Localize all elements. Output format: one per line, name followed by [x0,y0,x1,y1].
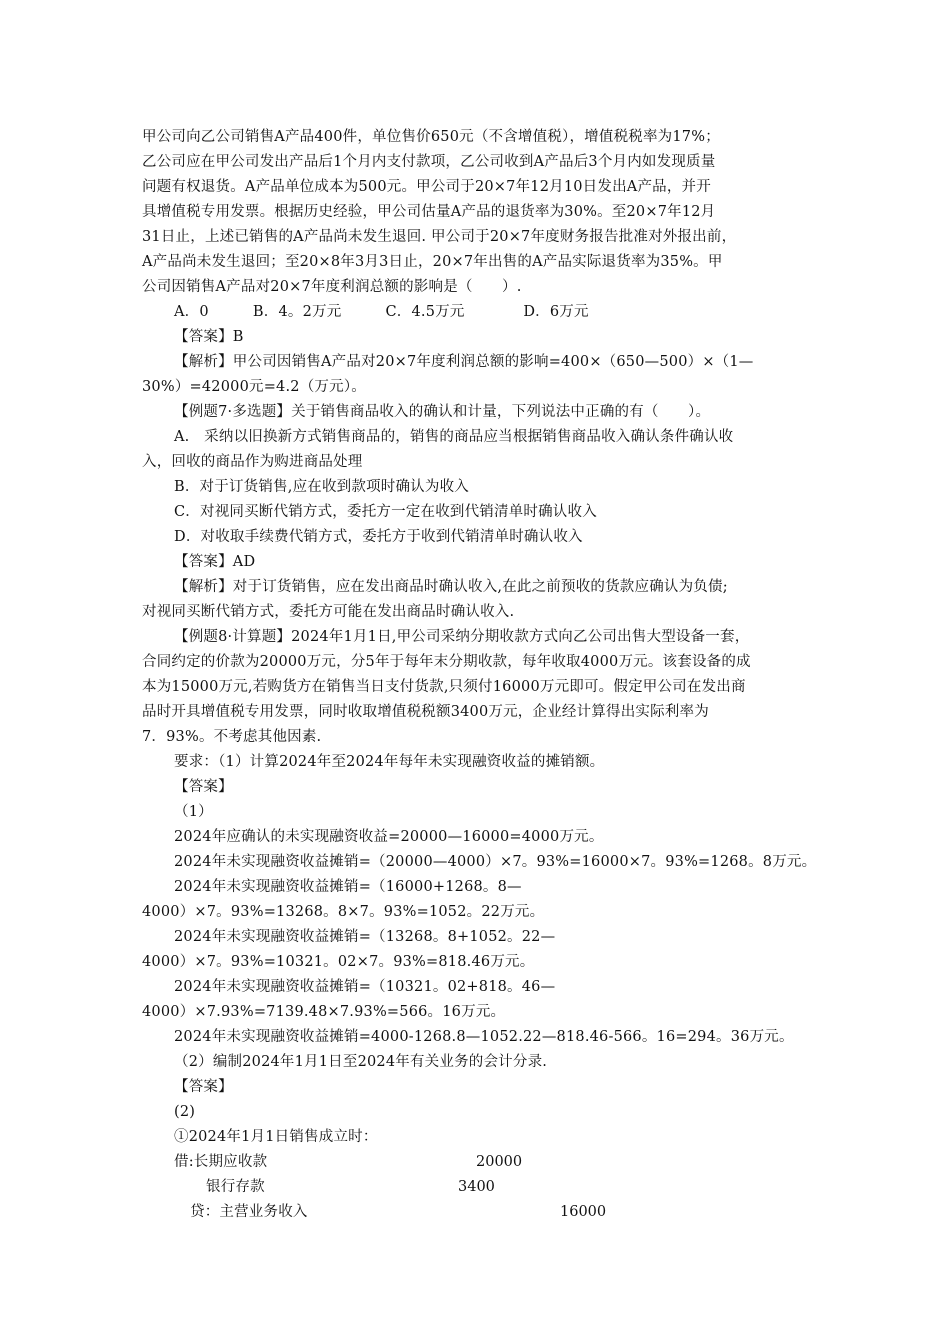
problem-text-line: 7．93%。不考虑其他因素. [142,729,322,745]
requirement-line: （2）编制2024年1月1日至2024年有关业务的会计分录. [174,1054,548,1070]
option-line: B．对于订货销售,应在收到款项时确认为收入 [174,479,469,495]
answer-options: A．0 B．4。2万元 C．4.5万元 D．6万元 [174,304,589,320]
analysis-text-line: 【解析】甲公司因销售A产品对20×7年度利润总额的影响=400×（650—500）×（1— [174,354,754,370]
problem-text-line: 本为15000万元,若购货方在销售当日支付货款,只须付16000万元即可。假定甲公司在发出商 [142,679,746,695]
option-line: C．对视同买断代销方式，委托方一定在收到代销清单时确认收入 [174,504,597,520]
calculation-line: 2024年未实现融资收益摊销=（13268。8+1052。22— [174,929,556,945]
answer-label: 【答案】B [174,329,244,345]
calculation-line: 2024年未实现融资收益摊销=（10321。02+818。46— [174,979,556,995]
option-line: 入，回收的商品作为购进商品处理 [142,454,363,470]
problem-text-line: 乙公司应在甲公司发出产品后1个月内支付款项，乙公司收到A产品后3个月内如发现质量 [142,154,716,170]
problem-text-line: 公司因销售A产品对20×7年度利润总额的影响是（ ）. [142,279,522,295]
calculation-line: 2024年未实现融资收益摊销=（20000—4000）×7。93%=16000×7。93%=1268。8万元。 [174,854,817,870]
journal-credit-amount: 16000 [560,1204,607,1220]
calculation-line: 2024年应确认的未实现融资收益=20000—16000=4000万元。 [174,829,604,845]
answer-label: 【答案】AD [174,554,256,570]
calculation-line: 4000）×7。93%=10321。02×7。93%=818.46万元。 [142,954,535,970]
analysis-text-line: 【解析】对于订货销售，应在发出商品时确认收入,在此之前预收的货款应确认为负债; [174,579,728,595]
problem-text-line: 合同约定的价款为20000万元，分5年于每年末分期收款，每年收取4000万元。该套设备的成 [142,654,751,670]
calculation-line: 2024年未实现融资收益摊销=（16000+1268。8— [174,879,522,895]
answer-label: 【答案】 [174,779,233,795]
problem-text-line: 问题有权退货。A产品单位成本为500元。甲公司于20×7年12月10日发出A产品，并开 [142,179,711,195]
journal-debit-amount: 3400 [458,1179,495,1195]
answer-part-label: (2) [174,1104,196,1120]
journal-debit-amount: 20000 [476,1154,523,1170]
problem-text-line: A产品尚未发生退回；至20×8年3月3日止，20×7年出售的A产品实际退货率为35%。甲 [142,254,723,270]
requirement-line: 要求：（1）计算2024年至2024年每年未实现融资收益的摊销额。 [174,754,605,770]
calculation-line: 4000）×7.93%=7139.48×7.93%=566。16万元。 [142,1004,506,1020]
problem-text-line: 甲公司向乙公司销售A产品400件，单位售价650元（不含增值税），增值税税率为17%； [142,129,720,145]
problem-text-line: 31日止，上述已销售的A产品尚未发生退回. 甲公司于20×7年度财务报告批准对外报出前， [142,229,737,245]
problem-text-line: 品时开具增值税专用发票，同时收取增值税税额3400万元，企业经计算得出实际利率为 [142,704,709,720]
problem-text-line: 具增值税专用发票。根据历史经验，甲公司估量A产品的退货率为30%。至20×7年12月 [142,204,716,220]
calculation-line: 4000）×7。93%=13268。8×7。93%=1052。22万元。 [142,904,545,920]
journal-credit-account: 贷：主营业务收入 [190,1204,308,1220]
answer-label: 【答案】 [174,1079,233,1095]
analysis-text-line: 30%）=42000元=4.2（万元）。 [142,379,366,395]
option-line: D．对收取手续费代销方式，委托方于收到代销清单时确认收入 [174,529,583,545]
journal-debit-account: 银行存款 [206,1179,265,1195]
answer-part-label: （1） [174,804,213,820]
journal-entry-heading: ①2024年1月1日销售成立时： [174,1129,378,1145]
calculation-line: 2024年未实现融资收益摊销=4000-1268.8—1052.22—818.46-566。16=294。36万元。 [174,1029,794,1045]
option-line: A. 采纳以旧换新方式销售商品的，销售的商品应当根据销售商品收入确认条件确认收 [174,429,734,445]
journal-debit-account: 借:长期应收款 [174,1154,268,1170]
example-heading: 【例题8·计算题】2024年1月1日,甲公司采纳分期收款方式向乙公司出售大型设备一套， [174,629,750,645]
analysis-text-line: 对视同买断代销方式，委托方可能在发出商品时确认收入. [142,604,515,620]
example-heading: 【例题7·多选题】关于销售商品收入的确认和计量，下列说法中正确的有（ ）。 [174,404,711,420]
